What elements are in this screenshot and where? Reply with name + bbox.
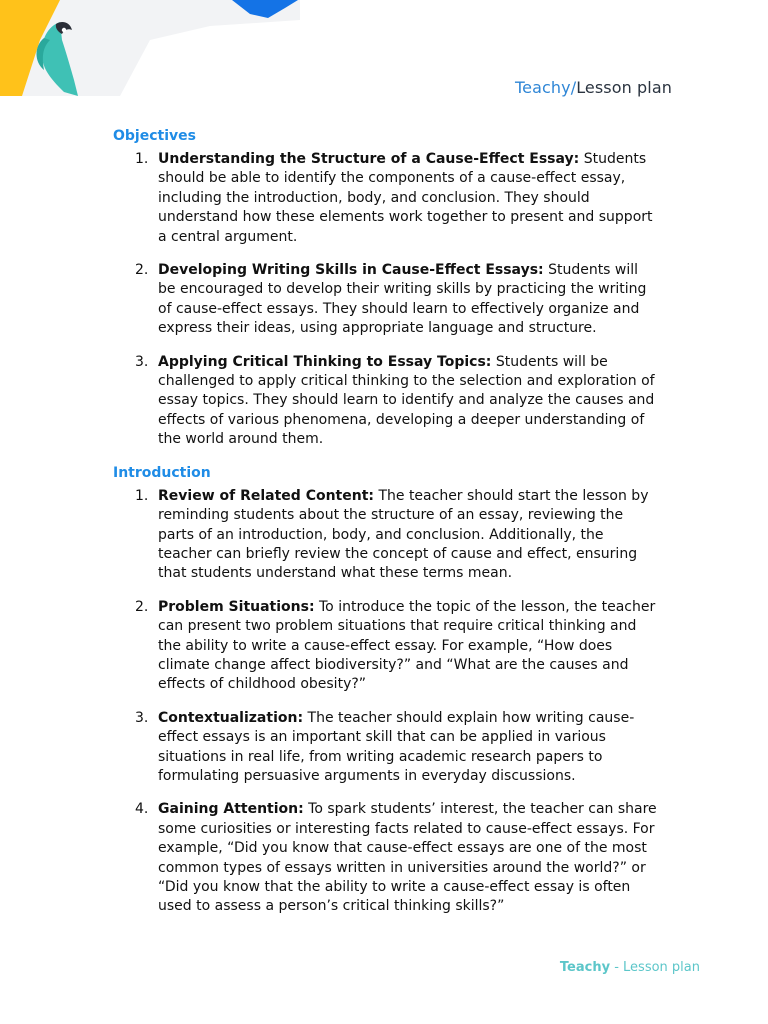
list-item: [113, 353, 658, 450]
list-number: 2.: [135, 598, 149, 615]
list-number: 2.: [135, 262, 149, 279]
item-lead: Developing Writing Skills in Cause-Effect Essays:: [158, 262, 544, 279]
item-text: Students should be able to identify the components of a cause-effect essay, including the introduction, body, and conclusion. They should understand how these elements work together to present and support a central argument.: [158, 151, 653, 245]
list-item: [113, 800, 658, 916]
footer-brand: Teachy: [559, 960, 611, 975]
footer-doc-type: Lesson plan: [623, 960, 700, 975]
list-number: 1.: [135, 151, 149, 167]
objectives-list: [113, 150, 658, 450]
item-text: The teacher should start the lesson by reminding students about the structure of an essay, reviewing the parts of an introduction, body, and conclusion. Additionally, the teacher can briefly review the concept of cause and effect, ensuring that students understand what these terms mean.: [158, 487, 649, 582]
page-footer: [560, 960, 700, 975]
list-item: [113, 709, 658, 787]
footer-separator: -: [610, 960, 624, 975]
item-lead: Review of Related Content:: [158, 487, 374, 504]
item-text: To spark students’ interest, the teacher can share some curiosities or interesting facts related to cause-effect essays. For example, “Did you know that cause-effect essays are one of the most common types of essays written in universities around the world?” or “Did you know that the ability to write a cause-effect essay is often used to assess a person’s critical thinking skills?”: [158, 801, 657, 915]
item-lead: Applying Critical Thinking to Essay Topics:: [158, 353, 492, 370]
header-title: [515, 78, 672, 97]
list-number: 3.: [135, 353, 149, 370]
header-artwork: [0, 0, 300, 96]
item-lead: Gaining Attention:: [158, 801, 304, 818]
introduction-list: [113, 487, 658, 917]
list-item: [113, 598, 658, 695]
header-brand: Teachy: [514, 78, 571, 97]
list-item: [113, 261, 658, 339]
header-separator: /: [570, 78, 577, 97]
list-number: 1.: [135, 487, 149, 504]
item-text: Students will be challenged to apply critical thinking to the selection and exploration of essay topics. They should learn to identify and analyze the causes and effects of various phenomena, developing a deeper understanding of the world around them.: [158, 353, 655, 448]
list-number: 3.: [135, 709, 149, 726]
item-text: Students will be encouraged to develop their writing skills by practicing the writing of cause-effect essays. They should learn to effectively organize and express their ideas, using appropriate language and structure.: [158, 262, 647, 337]
item-lead: Problem Situations:: [158, 598, 315, 615]
section-title-objectives: Objectives: [113, 128, 196, 144]
item-text: To introduce the topic of the lesson, the teacher can present two problem situations that require critical thinking and the ability to write a cause-effect essay. For example, “How does climate change affect biodiversity?” and “What are the causes and effects of childhood obesity?”: [158, 598, 656, 693]
header-doc-type: Lesson plan: [576, 78, 672, 97]
section-title-introduction: Introduction: [113, 464, 211, 481]
item-lead: Contextualization:: [158, 709, 304, 726]
list-item: [113, 150, 658, 247]
item-lead: Understanding the Structure of a Cause-Effect Essay:: [158, 151, 580, 167]
list-number: 4.: [135, 801, 149, 818]
item-text: The teacher should explain how writing cause-effect essays is an important skill that can be applied in various situations in real life, from writing academic research papers to formulating persuasive arguments in everyday discussions.: [158, 709, 635, 784]
list-item: [113, 487, 658, 584]
lesson-content: [113, 128, 658, 932]
